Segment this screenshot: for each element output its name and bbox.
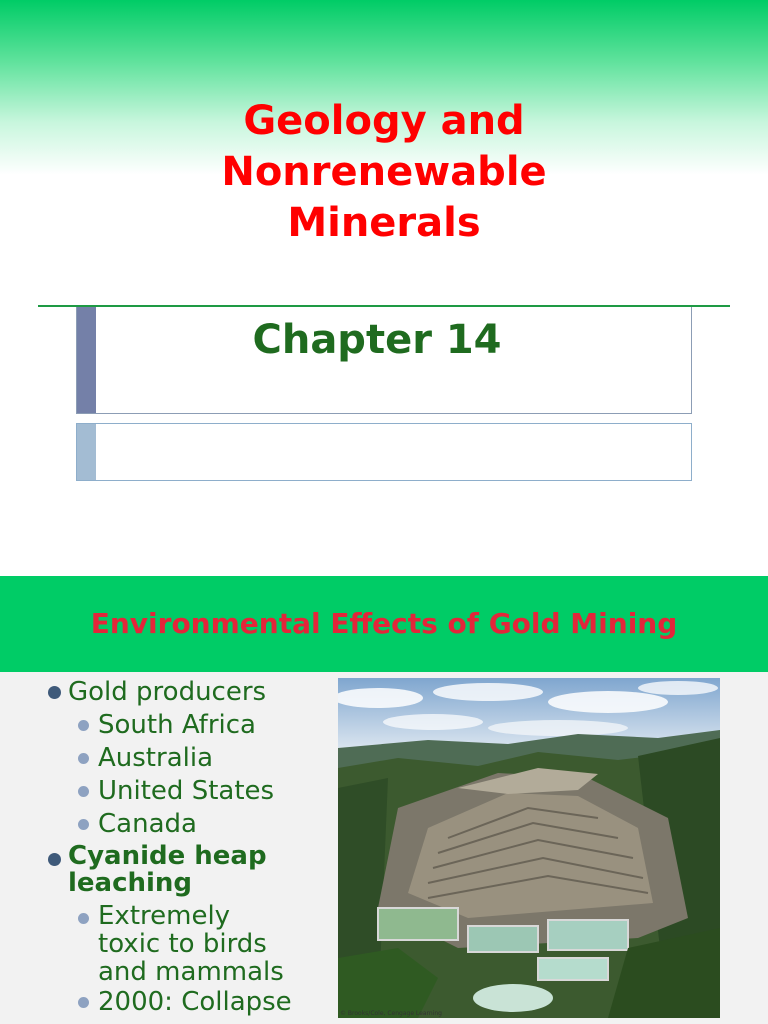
bullet-list [46, 676, 346, 1019]
bullet-south-africa: South Africa [46, 709, 346, 742]
empty-subtitle-box [76, 423, 692, 481]
bullet-australia: Australia [46, 742, 346, 775]
cyanide-line-2: leaching [68, 868, 193, 898]
content-slide [0, 576, 768, 1024]
bullet-cyanide-heap-leaching [46, 843, 346, 897]
chapter-box [76, 307, 692, 414]
slide-title [0, 96, 768, 249]
title-line-1: Geology and [243, 98, 525, 144]
title-line-2: Nonrenewable [221, 149, 547, 195]
gold-mine-aerial-photo [338, 678, 720, 1018]
slide-heading: Environmental Effects of Gold Mining [90, 607, 678, 640]
toxic-line-2: toxic to birds [98, 929, 267, 959]
photo-credit: © Brooks/Cole, Cengage Learning [340, 1010, 442, 1017]
title-line-3: Minerals [287, 200, 481, 246]
bullet-2000-collapse: 2000: Collapse [46, 986, 346, 1019]
bullet-united-states: United States [46, 775, 346, 808]
toxic-line-3: and mammals [98, 957, 284, 987]
toxic-line-1: Extremely [98, 901, 231, 931]
bullet-canada: Canada [46, 808, 346, 841]
chapter-label: Chapter 14 [252, 317, 502, 363]
bullet-gold-producers: Gold producers [46, 676, 346, 709]
bullet-extremely-toxic [46, 902, 346, 986]
cyanide-line-1: Cyanide heap [68, 841, 267, 871]
subtitle-box-accent-bar [77, 424, 96, 480]
